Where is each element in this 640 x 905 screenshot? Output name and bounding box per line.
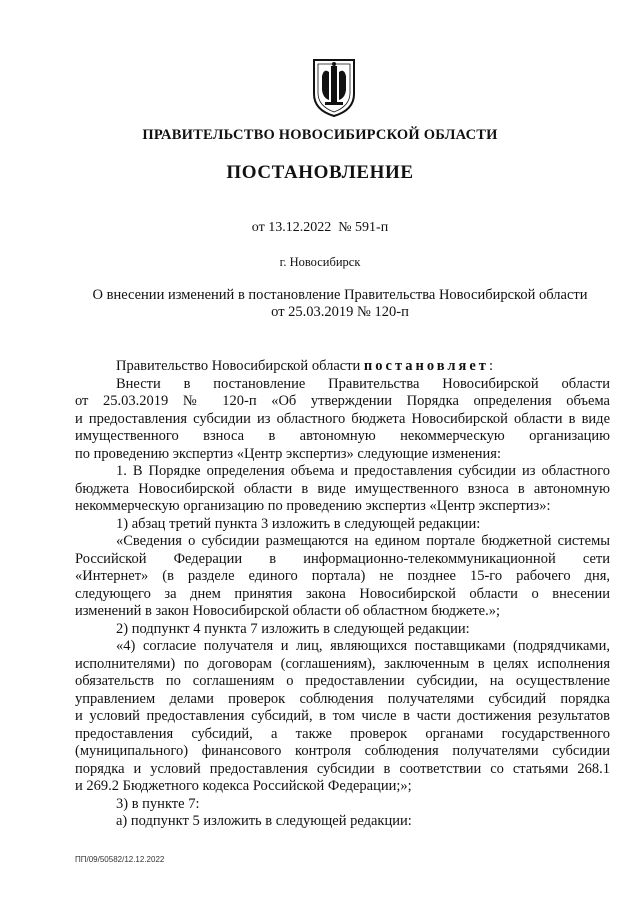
decree-lead: Правительство Новосибирской области	[116, 358, 364, 374]
document-date-number: от 13.12.2022 № 591-п	[251, 220, 389, 235]
paragraph-line: и предоставления субсидии из областного бюджета Новосибирской области в виде	[75, 410, 610, 427]
document-body	[75, 358, 610, 831]
footer-document-code: ПП/09/50582/12.12.2022	[75, 855, 165, 864]
decree-line	[75, 358, 610, 376]
paragraph-line: предоставления субсидий, а также проверок органами государственного	[75, 725, 610, 742]
city-name: г. Новосибирск	[279, 255, 361, 269]
paragraph-line: порядка и условий предоставления субсидии в соответствии со статьями 268.1	[75, 760, 610, 777]
paragraph-line: и 269.2 Бюджетного кодекса Российской Федерации;»;	[75, 778, 412, 794]
paragraph-line: Внести в постановление Правительства Новосибирской области	[116, 375, 610, 392]
paragraph-line: 2) подпункт 4 пункта 7 изложить в следующей редакции:	[116, 620, 470, 637]
decree-word: постановляет	[363, 358, 489, 374]
paragraph-line: 3) в пункте 7:	[116, 795, 200, 812]
paragraph-line: и условий предоставления субсидий, в том числе в части достижения результатов	[75, 708, 610, 724]
paragraph-line: обязательств по соглашениям о предоставлении субсидии, на осуществление	[75, 673, 610, 689]
paragraph-line: управлением делами проверок соблюдения получателями субсидий порядка	[75, 690, 610, 707]
paragraph-line: от 25.03.2019 № 120-п «Об утверждении Порядка определения объема	[75, 393, 610, 409]
paragraph-line: «Сведения о субсидии размещаются на едином портале бюджетной системы	[116, 533, 610, 549]
org-name: ПРАВИТЕЛЬСТВО НОВОСИБИРСКОЙ ОБЛАСТИ	[142, 127, 498, 143]
paragraph-line: по проведению экспертиз «Центр экспертиз» следующие изменения:	[75, 445, 502, 462]
paragraph-line: а) подпункт 5 изложить в следующей редакции:	[116, 813, 412, 829]
decree-colon: :	[488, 358, 493, 374]
paragraph-line: исполнителями) по договорам (соглашениям), заключенным в целях исполнения	[75, 655, 610, 672]
document-type-title: ПОСТАНОВЛЕНИЕ	[226, 162, 414, 183]
paragraph-line: Российской Федерации в информационно-телекоммуникационной сети	[75, 550, 610, 567]
paragraph-line: 1. В Порядке определения объема и предоставления субсидии из областного	[116, 463, 610, 479]
paragraph-line: (муниципального) финансового контроля соблюдения получателями субсидии	[75, 743, 610, 759]
coat-of-arms-emblem	[309, 56, 359, 118]
document-subject	[75, 287, 605, 321]
subject-line: от 25.03.2019 № 120-п	[271, 304, 409, 320]
paragraph-line: 1) абзац третий пункта 3 изложить в следующей редакции:	[116, 515, 481, 532]
paragraph-line: некоммерческую организацию по проведению экспертиз «Центр экспертиз»:	[75, 498, 551, 514]
paragraph-line: следующего за днем принятия закона Новосибирской области о внесении	[75, 585, 610, 602]
paragraph-line: «Интернет» (в разделе единого портала) не позднее 15-го рабочего дня,	[75, 568, 610, 584]
paragraph-line: имущественного взноса в автономную некоммерческую организацию	[75, 428, 610, 444]
subject-line: О внесении изменений в постановление Правительства Новосибирской области	[92, 287, 588, 303]
paragraph-line: изменений в закон Новосибирской области об областном бюджете.»;	[75, 603, 500, 619]
paragraph-line: «4) согласие получателя и лиц, являющихся поставщиками (подрядчиками,	[116, 638, 610, 654]
paragraph-line: бюджета Новосибирской области в виде имущественного взноса в автономную	[75, 480, 610, 497]
